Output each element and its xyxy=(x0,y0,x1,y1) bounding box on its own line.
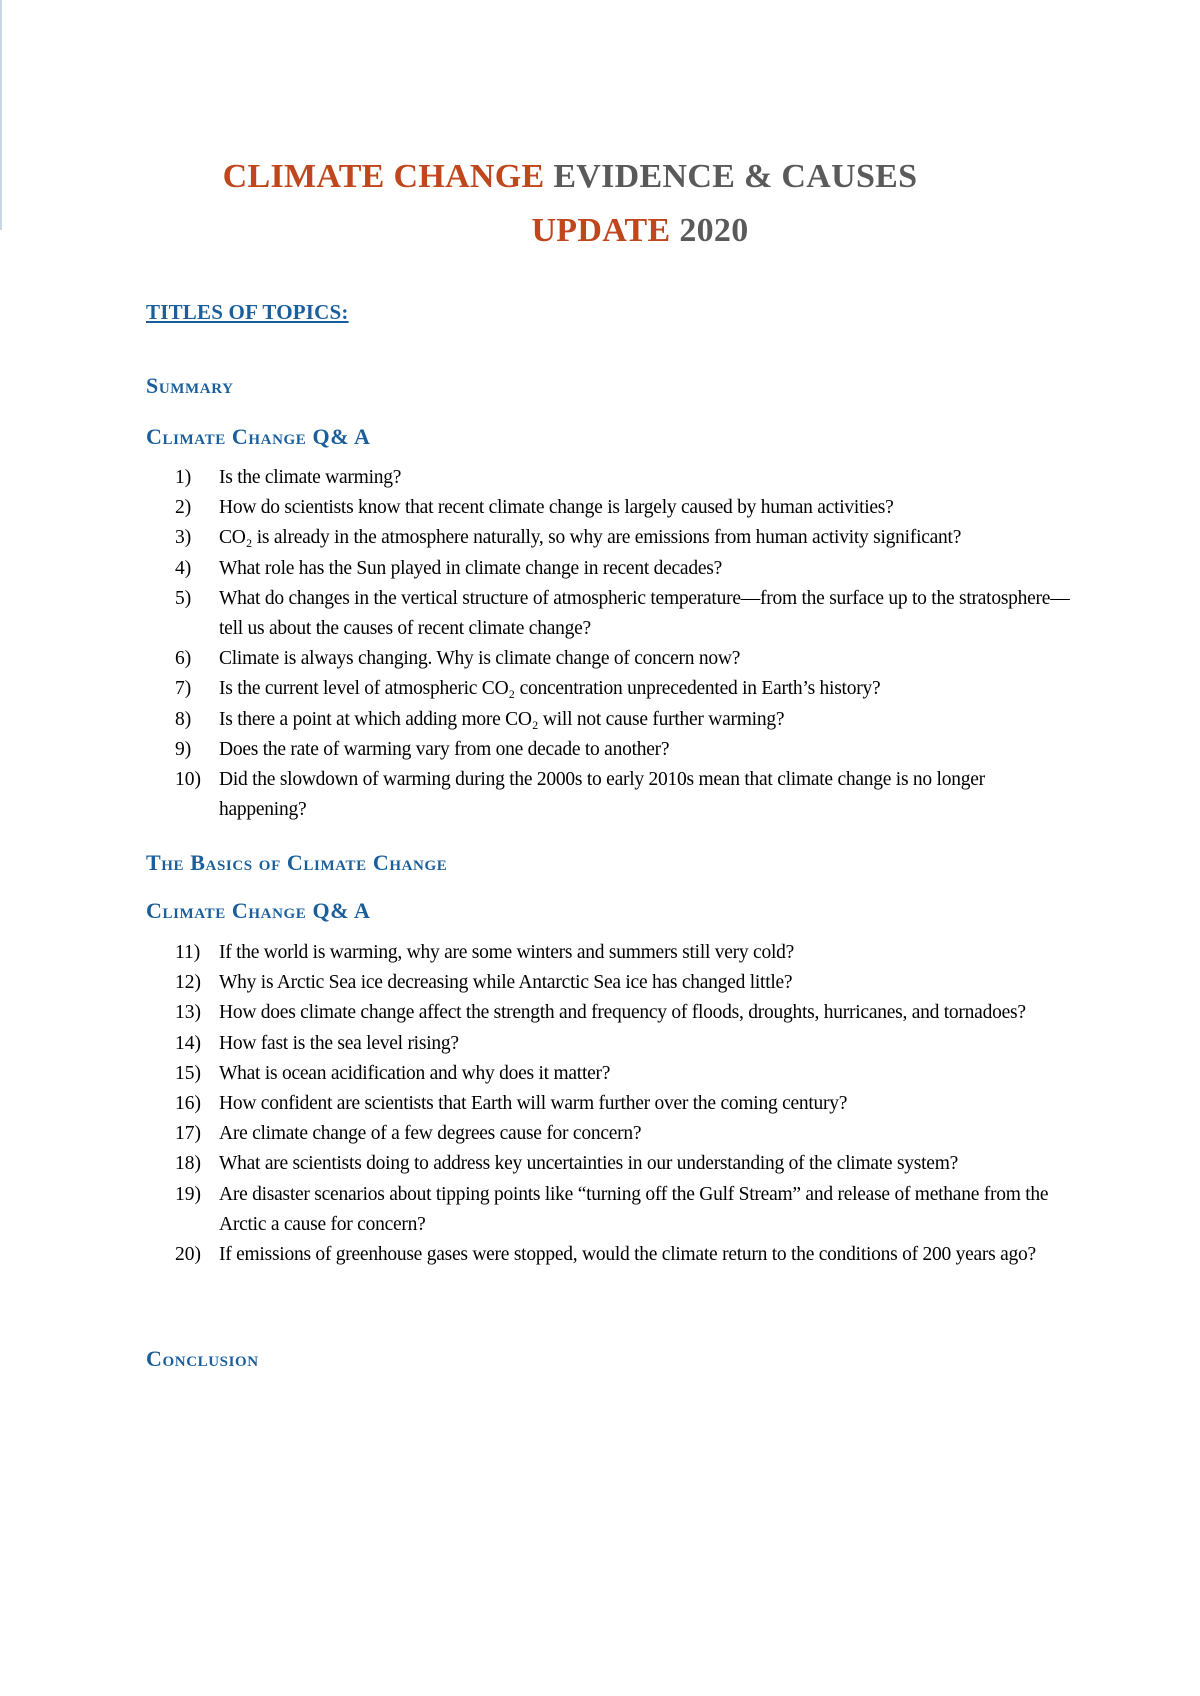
question-number: 10) xyxy=(175,769,201,791)
question-number: 4) xyxy=(175,557,192,579)
question-number: 15) xyxy=(175,1062,201,1084)
list-item xyxy=(175,938,1075,968)
question-text: What are scientists doing to address key uncertainties in our understanding of the climate system? xyxy=(219,1153,959,1175)
list-item xyxy=(175,735,1075,765)
list-item xyxy=(175,1059,1075,1089)
document-title-line-2 xyxy=(40,212,1200,250)
question-number: 17) xyxy=(175,1123,201,1145)
question-number: 18) xyxy=(175,1153,201,1175)
question-list-2 xyxy=(175,938,1075,1270)
document-title-line-1 xyxy=(0,158,1170,196)
list-item xyxy=(175,968,1075,998)
title-update: UPDATE xyxy=(531,212,671,249)
question-number: 5) xyxy=(175,587,192,609)
question-number: 9) xyxy=(175,738,192,760)
question-number: 13) xyxy=(175,1002,201,1024)
question-text: How confident are scientists that Earth will warm further over the coming century? xyxy=(219,1093,848,1115)
question-text: How does climate change affect the strength and frequency of floods, droughts, hurricanes, and tornadoes? xyxy=(219,1002,1026,1024)
list-item xyxy=(175,493,1075,523)
question-number: 7) xyxy=(175,678,192,700)
question-number: 14) xyxy=(175,1032,201,1054)
list-item xyxy=(175,554,1075,584)
question-text: Is there a point at which adding more CO₂ will not cause further warming? xyxy=(219,708,785,730)
list-item xyxy=(175,644,1075,674)
question-text: How do scientists know that recent climate change is largely caused by human activities? xyxy=(219,497,894,519)
question-number: 1) xyxy=(175,467,192,488)
question-number: 6) xyxy=(175,648,192,670)
question-number: 12) xyxy=(175,972,201,994)
question-text: Are climate change of a few degrees cause for concern? xyxy=(219,1123,642,1145)
question-number: 8) xyxy=(175,708,192,730)
section-conclusion: Conclusion xyxy=(146,1346,259,1371)
list-item xyxy=(175,998,1075,1028)
question-text: If emissions of greenhouse gases were stopped, would the climate return to the conditions of 200 years ago? xyxy=(219,1244,1036,1266)
title-rest: EVIDENCE & CAUSES xyxy=(553,158,918,195)
list-item xyxy=(175,1149,1075,1179)
section-summary: Summary xyxy=(146,373,234,398)
title-highlight: CLIMATE CHANGE xyxy=(222,158,545,195)
question-text: Are disaster scenarios about tipping points like “turning off the Gulf Stream” and release of methane from the Arctic a cause for concern? xyxy=(219,1183,1049,1235)
list-item xyxy=(175,705,1075,735)
question-text: Does the rate of warming vary from one decade to another? xyxy=(219,738,670,760)
list-item xyxy=(175,674,1075,704)
question-text: What role has the Sun played in climate change in recent decades? xyxy=(219,557,722,579)
question-number: 20) xyxy=(175,1244,201,1266)
list-item xyxy=(175,1180,1075,1240)
section-basics: The Basics of Climate Change xyxy=(146,850,448,875)
question-number: 3) xyxy=(175,527,192,549)
section-qa-1: Climate Change Q& A xyxy=(146,424,371,449)
list-item xyxy=(175,1029,1075,1059)
question-number: 11) xyxy=(175,942,201,963)
list-item xyxy=(175,463,1075,493)
question-text: What is ocean acidification and why does it matter? xyxy=(219,1062,611,1084)
list-item xyxy=(175,765,1075,825)
question-text: Why is Arctic Sea ice decreasing while Antarctic Sea ice has changed little? xyxy=(219,972,793,994)
list-item xyxy=(175,584,1075,644)
list-item xyxy=(175,1240,1075,1270)
list-item xyxy=(175,523,1075,553)
title-year: 2020 xyxy=(679,212,749,249)
list-item xyxy=(175,1089,1075,1119)
question-text: Did the slowdown of warming during the 2000s to early 2010s mean that climate change is no longer happening? xyxy=(219,769,985,821)
question-text: How fast is the sea level rising? xyxy=(219,1032,459,1054)
question-text: Is the current level of atmospheric CO₂ concentration unprecedented in Earth’s history? xyxy=(219,678,881,700)
question-list-1 xyxy=(175,463,1075,825)
question-text: Is the climate warming? xyxy=(219,467,402,488)
section-qa-2: Climate Change Q& A xyxy=(146,898,371,923)
question-number: 16) xyxy=(175,1093,201,1115)
question-number: 19) xyxy=(175,1183,201,1205)
question-number: 2) xyxy=(175,497,192,519)
toc-heading: TITLES OF TOPICS: xyxy=(146,300,349,324)
question-text: What do changes in the vertical structure of atmospheric temperature—from the surface up to the stratosphere—tell us about the causes of recent climate change? xyxy=(219,587,1070,640)
question-text: Climate is always changing. Why is climate change of concern now? xyxy=(219,648,741,670)
list-item xyxy=(175,1119,1075,1149)
question-text: If the world is warming, why are some winters and summers still very cold? xyxy=(219,942,795,963)
question-text: CO₂ is already in the atmosphere naturally, so why are emissions from human activity significant? xyxy=(219,527,962,549)
